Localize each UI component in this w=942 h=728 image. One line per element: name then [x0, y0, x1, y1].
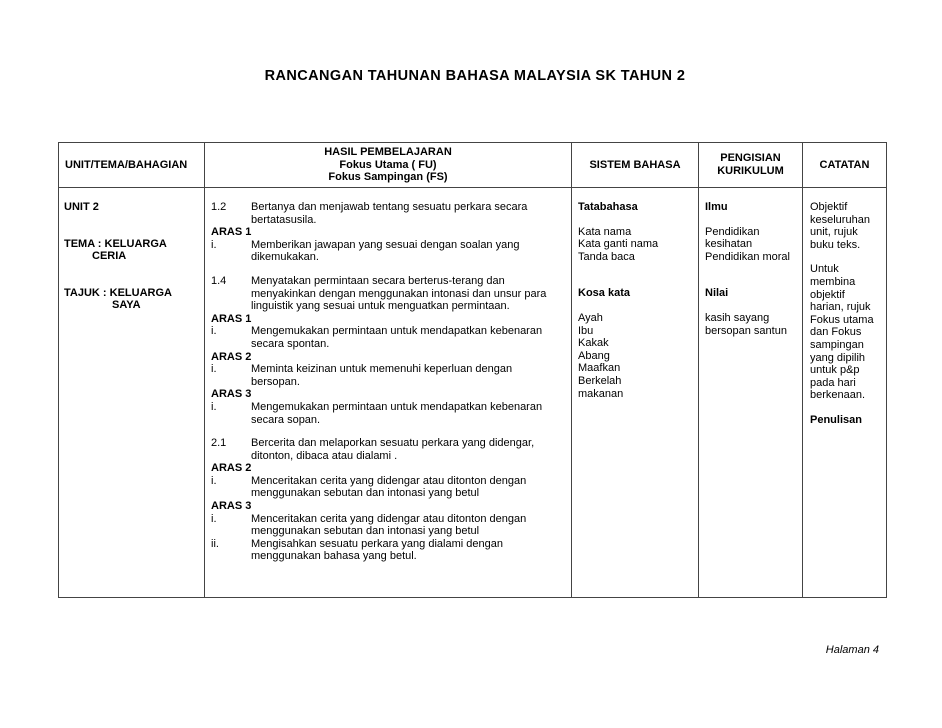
item-text: Menceritakan cerita yang didengar atau ditonton dengan	[251, 512, 527, 525]
list-item: sampingan	[810, 338, 864, 351]
list-item	[211, 401, 567, 426]
item-text: Menyatakan permintaan secara berterus-terang dan	[251, 274, 505, 287]
list-item	[211, 363, 567, 388]
item-number: i.	[211, 400, 217, 413]
aras-label: ARAS 1	[211, 226, 252, 239]
item-number: 1.2	[211, 201, 227, 213]
ilmu-label: Ilmu	[705, 201, 728, 213]
tema-value: CERIA	[92, 250, 127, 263]
nilai-label: Nilai	[705, 287, 729, 300]
item-text: Memberikan jawapan yang sesuai dengan soalan yang	[251, 238, 520, 251]
penulisan-label: Penulisan	[810, 413, 862, 426]
list-item	[211, 325, 567, 350]
list-item	[211, 437, 567, 462]
item-text: menggunakan sebutan dan intonasi yang betul	[251, 525, 480, 538]
table-header-row	[59, 143, 887, 188]
list-item: Kata nama	[578, 225, 632, 238]
list-item: Objektif	[810, 201, 848, 213]
list-item: yang dipilih	[810, 351, 866, 364]
item-number: i.	[211, 238, 217, 251]
header-hasil-line1: HASIL PEMBELAJARAN	[324, 146, 452, 159]
item-number: i.	[211, 512, 217, 525]
list-item: harian, rujuk	[810, 301, 871, 314]
list-item: Berkelah	[578, 374, 622, 387]
list-item: untuk p&p	[810, 364, 860, 377]
list-item: buku teks.	[810, 238, 861, 251]
table-row	[59, 188, 887, 598]
list-item: Maafkan	[578, 362, 621, 375]
header-hasil-line2: Fokus Utama ( FU)	[339, 158, 437, 171]
item-text: linguistik yang sesuai untuk menguatkan permintaan.	[251, 300, 510, 313]
list-item: Ibu	[578, 324, 594, 337]
item-number: ii.	[211, 537, 219, 550]
item-text: menggunakan bahasa yang betul.	[251, 550, 417, 563]
item-text: Mengemukakan permintaan untuk mendapatkan kebenaran	[251, 325, 543, 338]
aras-label: ARAS 3	[211, 500, 252, 513]
tajuk-value: SAYA	[112, 299, 141, 312]
item-number: i.	[211, 363, 217, 376]
page-title: RANCANGAN TAHUNAN BAHASA MALAYSIA SK TAHUN 2	[264, 68, 686, 84]
list-item: pada hari	[810, 376, 856, 389]
item-text: Bertanya dan menjawab tentang sesuatu perkara secara	[251, 201, 528, 213]
item-text: Meminta keizinan untuk memenuhi keperluan dengan	[251, 363, 513, 376]
aras-label: ARAS 3	[211, 388, 252, 401]
list-item: membina	[810, 275, 856, 288]
header-hasil-line3: Fokus Sampingan (FS)	[328, 171, 448, 184]
header-unit: UNIT/TEMA/BAHAGIAN	[59, 143, 205, 188]
aras-label: ARAS 2	[211, 462, 252, 475]
hasil-cell	[205, 188, 572, 598]
catatan-cell	[803, 188, 887, 598]
aras-label: ARAS 1	[211, 312, 252, 325]
tajuk-label: TAJUK : KELUARGA	[64, 286, 172, 299]
list-item: Untuk	[810, 263, 839, 276]
list-item: dan Fokus	[810, 326, 862, 339]
item-text: secara spontan.	[251, 337, 330, 350]
list-item: Ayah	[578, 311, 603, 324]
list-item: Pendidikan moral	[705, 250, 790, 263]
item-number: i.	[211, 325, 217, 338]
item-number: 1.4	[211, 274, 227, 287]
list-item: Pendidikan	[705, 225, 760, 238]
list-item: Kakak	[578, 337, 609, 350]
list-item: Tanda baca	[578, 250, 635, 263]
list-item: bersopan santun	[705, 324, 787, 337]
item-number: i.	[211, 474, 217, 487]
item-text: menggunakan sebutan dan intonasi yang betul	[251, 487, 480, 500]
list-item	[211, 513, 567, 538]
list-item: kasih sayang	[705, 311, 770, 324]
list-item: Abang	[578, 349, 610, 362]
list-item: keseluruhan	[810, 213, 870, 226]
item-text: Mengisahkan sesuatu perkara yang dialami dengan	[251, 537, 503, 550]
header-catatan: CATATAN	[803, 143, 887, 188]
item-text: ditonton, dibaca atau dialami .	[251, 449, 398, 462]
item-text: bersopan.	[251, 375, 300, 388]
page-number: Halaman 4	[825, 644, 879, 656]
item-number: 2.1	[211, 437, 227, 450]
list-item: Kata ganti nama	[578, 238, 659, 251]
item-text: bertatasusila.	[251, 213, 317, 226]
header-pengisian-line1: PENGISIAN	[720, 152, 781, 165]
kosa-kata-label: Kosa kata	[578, 287, 630, 300]
header-pengisian-kurikulum	[699, 143, 803, 188]
unit-cell	[59, 188, 205, 598]
item-text: Bercerita dan melaporkan sesuatu perkara yang didengar,	[251, 437, 535, 450]
item-text: secara sopan.	[251, 413, 321, 426]
header-sistem-bahasa: SISTEM BAHASA	[572, 143, 699, 188]
list-item: unit, rujuk	[810, 226, 858, 239]
list-item	[211, 475, 567, 500]
yearly-plan-table	[58, 142, 887, 598]
item-text: Mengemukakan permintaan untuk mendapatkan kebenaran	[251, 400, 543, 413]
list-item: objektif	[810, 288, 845, 301]
list-item: makanan	[578, 387, 624, 400]
list-item: berkenaan.	[810, 389, 866, 402]
list-item	[211, 239, 567, 264]
tatabahasa-label: Tatabahasa	[578, 201, 638, 213]
list-item: Fokus utama	[810, 313, 874, 326]
header-pengisian-line2: KURIKULUM	[717, 165, 784, 177]
tema-label: TEMA : KELUARGA	[64, 237, 167, 250]
item-text: menyakinkan dengan menggunakan intonasi dan unsur para	[251, 287, 547, 300]
list-item: kesihatan	[705, 238, 753, 251]
item-text: dikemukakan.	[251, 251, 319, 264]
item-text: Menceritakan cerita yang didengar atau ditonton dengan	[251, 474, 527, 487]
list-item	[211, 201, 567, 226]
list-item	[211, 538, 567, 563]
pengisian-kurikulum-cell	[699, 188, 803, 598]
list-item	[211, 275, 567, 313]
header-hasil-pembelajaran	[205, 143, 572, 188]
sistem-bahasa-cell	[572, 188, 699, 598]
unit-label: UNIT 2	[64, 201, 99, 213]
aras-label: ARAS 2	[211, 350, 252, 363]
